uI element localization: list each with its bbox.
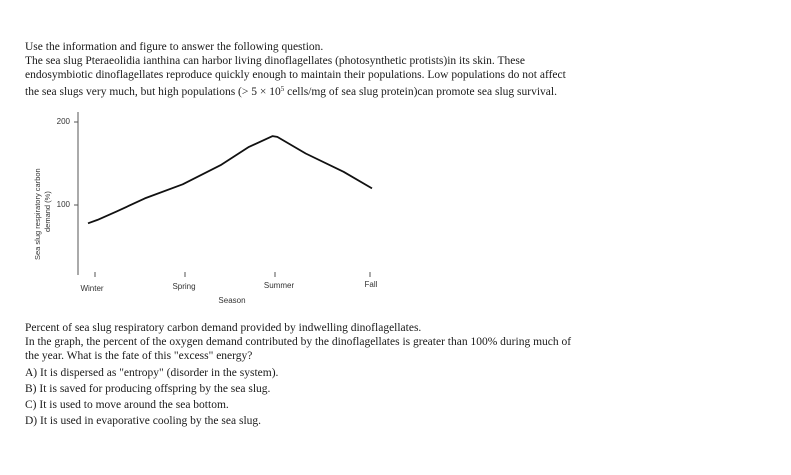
intro-text: cells/mg of sea slug protein)can promote sea slug survival. [284,86,557,98]
y-axis-label: Sea slug respiratory carbon demand (%) [33,168,52,260]
y-tick-label: 200 [56,117,70,126]
x-tick-label: Winter [80,284,104,293]
intro-instruction: Use the information and figure to answer the following question. [25,41,324,53]
intro-text: the sea slugs very much, but high populations (> 5 × 10 [25,86,281,98]
answer-option-a: A) It is dispersed as "entropy" (disorder in the system). [25,367,279,379]
answer-option-c: C) It is used to move around the sea bottom. [25,399,229,411]
data-series-line [88,136,372,223]
x-tick-label: Spring [172,282,196,291]
answer-option-d: D) It is used in evaporative cooling by the sea slug. [25,415,262,427]
intro-line: endosymbiotic dinoflagellates reproduce quickly enough to maintain their populations. Low populations do not affect [25,69,566,81]
y-tick-label: 100 [56,200,70,209]
x-tick-label: Summer [263,281,295,290]
x-axis-label: Season [218,296,246,305]
question-text: the year. What is the fate of this "excess" energy? [25,350,253,362]
figure-caption: Percent of sea slug respiratory carbon demand provided by indwelling dinoflagellates. [25,322,422,334]
x-tick-label: Fall [364,280,378,289]
exponent: 5 [280,85,285,93]
question-text: In the graph, the percent of the oxygen demand contributed by the dinoflagellates is greater than 100% during much of [25,336,572,348]
intro-line: The sea slug Pteraeolidia ianthina can harbor living dinoflagellates (photosynthetic protists)in its skin. These [25,55,525,67]
answer-option-b: B) It is saved for producing offspring by the sea slug. [25,383,271,395]
